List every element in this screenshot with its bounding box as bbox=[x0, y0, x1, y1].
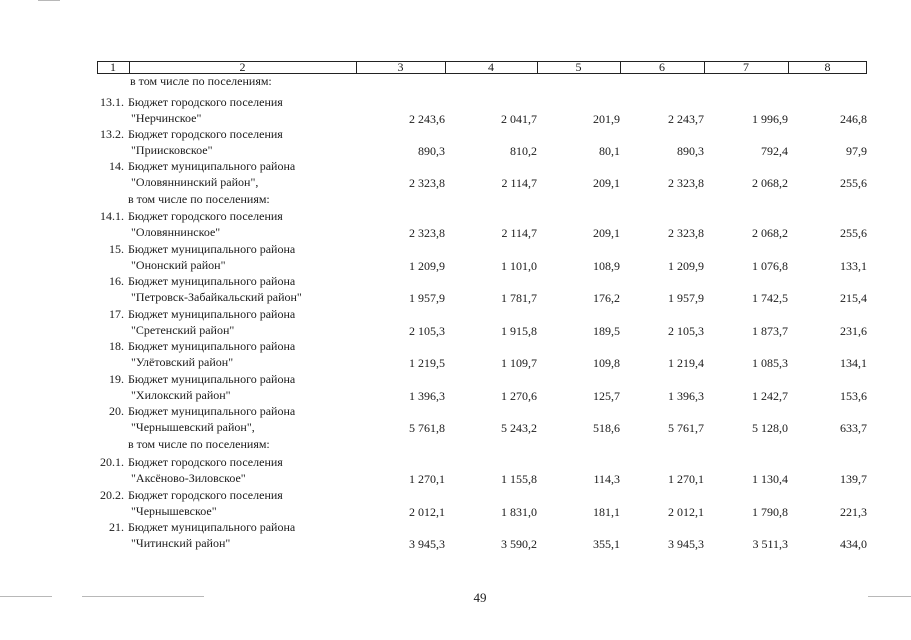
column-divider bbox=[537, 61, 538, 74]
value-col-8: 97,9 bbox=[846, 144, 867, 159]
value-col-4: 1 270,6 bbox=[501, 389, 537, 404]
row-label: Бюджет муниципального района bbox=[128, 339, 296, 353]
value-col-4: 1 109,7 bbox=[501, 356, 537, 371]
row-label: Бюджет муниципального района bbox=[128, 159, 296, 173]
column-header-8: 8 bbox=[824, 60, 831, 74]
value-col-5: 209,1 bbox=[593, 176, 620, 191]
scan-mark-bottom-right bbox=[868, 596, 911, 597]
column-header-3: 3 bbox=[397, 60, 404, 74]
row-number: 21. bbox=[109, 520, 124, 534]
value-col-7: 1 130,4 bbox=[752, 472, 788, 487]
value-col-5: 201,9 bbox=[593, 112, 620, 127]
value-col-4: 1 101,0 bbox=[501, 259, 537, 274]
row-label: Бюджет муниципального района bbox=[128, 404, 296, 418]
value-col-6: 1 219,4 bbox=[668, 356, 704, 371]
value-col-8: 255,6 bbox=[840, 226, 867, 241]
scan-mark-top-left bbox=[38, 0, 60, 1]
value-col-6: 1 957,9 bbox=[668, 291, 704, 306]
value-col-7: 5 128,0 bbox=[752, 421, 788, 436]
value-col-3: 1 219,5 bbox=[409, 356, 445, 371]
row-label-continuation: "Чернышевский район", bbox=[131, 420, 255, 435]
value-col-8: 434,0 bbox=[840, 537, 867, 552]
value-col-3: 2 243,6 bbox=[409, 112, 445, 127]
value-col-4: 1 155,8 bbox=[501, 472, 537, 487]
value-col-8: 134,1 bbox=[840, 356, 867, 371]
row-label-continuation: "Нерчинское" bbox=[131, 111, 202, 126]
value-col-6: 2 105,3 bbox=[668, 324, 704, 339]
value-col-4: 2 114,7 bbox=[501, 226, 537, 241]
value-col-5: 114,3 bbox=[593, 472, 620, 487]
row-number: 15. bbox=[109, 242, 124, 256]
value-col-7: 1 742,5 bbox=[752, 291, 788, 306]
value-col-7: 1 076,8 bbox=[752, 259, 788, 274]
row-number: 19. bbox=[109, 372, 124, 386]
column-header-6: 6 bbox=[659, 60, 665, 74]
row-label: в том числе по поселениям: bbox=[130, 74, 272, 88]
column-header-2: 2 bbox=[239, 60, 246, 74]
row-number: 16. bbox=[109, 274, 124, 288]
value-col-3: 1 270,1 bbox=[409, 472, 445, 487]
value-col-4: 810,2 bbox=[510, 144, 537, 159]
column-divider bbox=[445, 61, 446, 74]
value-col-3: 2 012,1 bbox=[409, 505, 445, 520]
value-col-5: 109,8 bbox=[593, 356, 620, 371]
row-label-continuation: "Петровск-Забайкальский район" bbox=[131, 290, 302, 305]
value-col-6: 1 396,3 bbox=[668, 389, 704, 404]
value-col-8: 221,3 bbox=[840, 505, 867, 520]
value-col-5: 80,1 bbox=[599, 144, 620, 159]
row-label-continuation: "Хилокский район" bbox=[131, 388, 231, 403]
value-col-8: 633,7 bbox=[840, 421, 867, 436]
value-col-8: 153,6 bbox=[840, 389, 867, 404]
value-col-3: 2 323,8 bbox=[409, 176, 445, 191]
row-label-continuation: "Чернышевское" bbox=[131, 504, 217, 519]
row-number: 14.1. bbox=[100, 209, 124, 223]
value-col-5: 189,5 bbox=[593, 324, 620, 339]
row-label: Бюджет городского поселения bbox=[128, 127, 283, 141]
value-col-8: 255,6 bbox=[840, 176, 867, 191]
value-col-4: 2 041,7 bbox=[501, 112, 537, 127]
value-col-3: 1 957,9 bbox=[409, 291, 445, 306]
row-label: Бюджет муниципального района bbox=[128, 307, 296, 321]
page-number: 49 bbox=[473, 590, 487, 605]
row-label-continuation: "Читинский район" bbox=[131, 536, 231, 551]
value-col-7: 1 873,7 bbox=[752, 324, 788, 339]
row-label-continuation: "Оловяннинский район", bbox=[131, 175, 259, 190]
value-col-5: 125,7 bbox=[593, 389, 620, 404]
row-number: 18. bbox=[109, 339, 124, 353]
value-col-8: 231,6 bbox=[840, 324, 867, 339]
column-divider bbox=[356, 61, 357, 74]
value-col-3: 2 323,8 bbox=[409, 226, 445, 241]
value-col-4: 5 243,2 bbox=[501, 421, 537, 436]
value-col-7: 1 242,7 bbox=[752, 389, 788, 404]
value-col-6: 1 270,1 bbox=[668, 472, 704, 487]
value-col-4: 2 114,7 bbox=[501, 176, 537, 191]
row-label-continuation: "Аксёново-Зиловское" bbox=[131, 471, 246, 486]
value-col-5: 518,6 bbox=[593, 421, 620, 436]
value-col-6: 2 323,8 bbox=[668, 226, 704, 241]
row-label: Бюджет городского поселения bbox=[128, 488, 283, 502]
column-divider bbox=[620, 61, 621, 74]
value-col-4: 1 915,8 bbox=[501, 324, 537, 339]
row-label: Бюджет муниципального района bbox=[128, 274, 296, 288]
scan-mark-bottom-left bbox=[0, 596, 52, 597]
value-col-7: 1 790,8 bbox=[752, 505, 788, 520]
column-divider bbox=[788, 61, 789, 74]
value-col-6: 890,3 bbox=[677, 144, 704, 159]
value-col-6: 2 012,1 bbox=[668, 505, 704, 520]
scan-mark-bottom-left-2 bbox=[82, 596, 204, 597]
value-col-5: 355,1 bbox=[593, 537, 620, 552]
column-divider bbox=[129, 61, 130, 74]
value-col-8: 139,7 bbox=[840, 472, 867, 487]
value-col-7: 1 996,9 bbox=[752, 112, 788, 127]
value-col-3: 890,3 bbox=[418, 144, 445, 159]
value-col-4: 1 781,7 bbox=[501, 291, 537, 306]
column-divider bbox=[704, 61, 705, 74]
value-col-5: 209,1 bbox=[593, 226, 620, 241]
value-col-6: 5 761,7 bbox=[668, 421, 704, 436]
column-header-4: 4 bbox=[488, 60, 494, 74]
row-number: 20.2. bbox=[100, 488, 124, 502]
column-header-1: 1 bbox=[110, 60, 116, 74]
row-label: Бюджет городского поселения bbox=[128, 95, 283, 109]
row-label-continuation: в том числе по поселениям: bbox=[128, 436, 270, 451]
value-col-7: 1 085,3 bbox=[752, 356, 788, 371]
value-col-3: 1 396,3 bbox=[409, 389, 445, 404]
row-label: Бюджет муниципального района bbox=[128, 242, 296, 256]
row-label-continuation: "Ононский район" bbox=[131, 258, 226, 273]
row-label-continuation: "Оловяннинское" bbox=[131, 225, 221, 240]
value-col-8: 215,4 bbox=[840, 291, 867, 306]
row-label: Бюджет городского поселения bbox=[128, 209, 283, 223]
value-col-4: 3 590,2 bbox=[501, 537, 537, 552]
row-number: 20. bbox=[109, 404, 124, 418]
value-col-7: 792,4 bbox=[761, 144, 788, 159]
row-label: Бюджет муниципального района bbox=[128, 520, 296, 534]
column-header-7: 7 bbox=[743, 60, 749, 74]
row-number: 13.1. bbox=[100, 95, 124, 109]
value-col-8: 133,1 bbox=[840, 259, 867, 274]
row-number: 14. bbox=[109, 159, 124, 173]
row-label-continuation: "Приисковское" bbox=[131, 143, 213, 158]
value-col-4: 1 831,0 bbox=[501, 505, 537, 520]
row-label: Бюджет муниципального района bbox=[128, 372, 296, 386]
row-number: 13.2. bbox=[100, 127, 124, 141]
value-col-5: 108,9 bbox=[593, 259, 620, 274]
value-col-8: 246,8 bbox=[840, 112, 867, 127]
row-label-continuation: "Сретенский район" bbox=[131, 323, 235, 338]
row-label: Бюджет городского поселения bbox=[128, 455, 283, 469]
value-col-5: 181,1 bbox=[593, 505, 620, 520]
value-col-3: 2 105,3 bbox=[409, 324, 445, 339]
value-col-6: 1 209,9 bbox=[668, 259, 704, 274]
value-col-3: 5 761,8 bbox=[409, 421, 445, 436]
value-col-7: 2 068,2 bbox=[752, 226, 788, 241]
column-header-5: 5 bbox=[575, 60, 582, 74]
value-col-3: 1 209,9 bbox=[409, 259, 445, 274]
value-col-7: 2 068,2 bbox=[752, 176, 788, 191]
value-col-3: 3 945,3 bbox=[409, 537, 445, 552]
value-col-5: 176,2 bbox=[593, 291, 620, 306]
value-col-6: 2 323,8 bbox=[668, 176, 704, 191]
row-number: 20.1. bbox=[100, 455, 124, 469]
value-col-6: 3 945,3 bbox=[668, 537, 704, 552]
row-number: 17. bbox=[109, 307, 124, 321]
row-label-continuation: "Улётовский район" bbox=[131, 355, 234, 370]
value-col-7: 3 511,3 bbox=[752, 537, 788, 552]
value-col-6: 2 243,7 bbox=[668, 112, 704, 127]
row-label-continuation: в том числе по поселениям: bbox=[128, 191, 270, 206]
